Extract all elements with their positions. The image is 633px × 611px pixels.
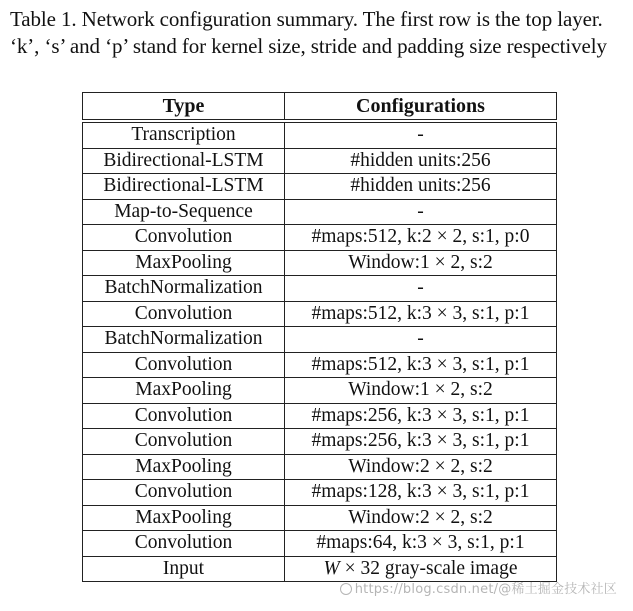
table-header: [83, 93, 557, 122]
cell-type: Convolution: [83, 403, 285, 429]
table-row: [83, 454, 557, 480]
cell-configuration: W × 32 gray-scale image: [285, 556, 557, 582]
table-row: [83, 301, 557, 327]
cell-type: BatchNormalization: [83, 276, 285, 302]
table-row: [83, 276, 557, 302]
cell-type: Map-to-Sequence: [83, 199, 285, 225]
cell-configuration: #hidden units:256: [285, 174, 557, 200]
cell-type: Convolution: [83, 352, 285, 378]
table-header-row: [83, 93, 557, 122]
table-row: [83, 225, 557, 251]
cell-configuration: #maps:128, k:3 × 3, s:1, p:1: [285, 480, 557, 506]
cell-type: Transcription: [83, 121, 285, 148]
cell-configuration: #maps:512, k:3 × 3, s:1, p:1: [285, 301, 557, 327]
cell-type: Convolution: [83, 480, 285, 506]
table-caption: Table 1. Network configuration summary. The first row is the top layer. ‘k’, ‘s’ and ‘p’ stand for kernel size, stride and padding size respectively: [10, 7, 607, 58]
cell-type: Input: [83, 556, 285, 582]
table-row: [83, 352, 557, 378]
cell-configuration: #maps:512, k:2 × 2, s:1, p:0: [285, 225, 557, 251]
cell-configuration: -: [285, 121, 557, 148]
cell-configuration: -: [285, 199, 557, 225]
cell-type: MaxPooling: [83, 505, 285, 531]
cell-configuration: Window:2 × 2, s:2: [285, 454, 557, 480]
cell-type: Convolution: [83, 429, 285, 455]
cell-configuration: Window:1 × 2, s:2: [285, 378, 557, 404]
cell-type: Convolution: [83, 531, 285, 557]
cell-type: BatchNormalization: [83, 327, 285, 353]
watermark-logo-icon: [340, 583, 352, 595]
table-row: [83, 121, 557, 148]
network-config-table: [82, 92, 557, 582]
cell-type: MaxPooling: [83, 378, 285, 404]
cell-type: MaxPooling: [83, 250, 285, 276]
watermark-text: https://blog.csdn.net/@稀土掘金技术社区: [354, 582, 617, 597]
table-row: [83, 480, 557, 506]
cell-configuration: #maps:512, k:3 × 3, s:1, p:1: [285, 352, 557, 378]
cell-type: Convolution: [83, 301, 285, 327]
cell-configuration: #maps:256, k:3 × 3, s:1, p:1: [285, 403, 557, 429]
network-config-table-container: [82, 92, 556, 582]
table-row: [83, 505, 557, 531]
table-row: [83, 531, 557, 557]
table-row: [83, 199, 557, 225]
header-type: Type: [83, 93, 285, 122]
table-row: [83, 174, 557, 200]
cell-configuration: #maps:64, k:3 × 3, s:1, p:1: [285, 531, 557, 557]
table-body: [83, 121, 557, 582]
cell-configuration: #hidden units:256: [285, 148, 557, 174]
watermark: [340, 578, 617, 597]
cell-configuration: Window:1 × 2, s:2: [285, 250, 557, 276]
table-row: [83, 378, 557, 404]
table-row: [83, 250, 557, 276]
table-row: [83, 403, 557, 429]
cell-configuration: -: [285, 327, 557, 353]
cell-configuration: -: [285, 276, 557, 302]
cell-configuration: #maps:256, k:3 × 3, s:1, p:1: [285, 429, 557, 455]
cell-type: MaxPooling: [83, 454, 285, 480]
header-configurations: Configurations: [285, 93, 557, 122]
cell-type: Bidirectional-LSTM: [83, 148, 285, 174]
table-row: [83, 327, 557, 353]
table-row: [83, 148, 557, 174]
cell-configuration: Window:2 × 2, s:2: [285, 505, 557, 531]
cell-type: Bidirectional-LSTM: [83, 174, 285, 200]
cell-type: Convolution: [83, 225, 285, 251]
table-row: [83, 429, 557, 455]
